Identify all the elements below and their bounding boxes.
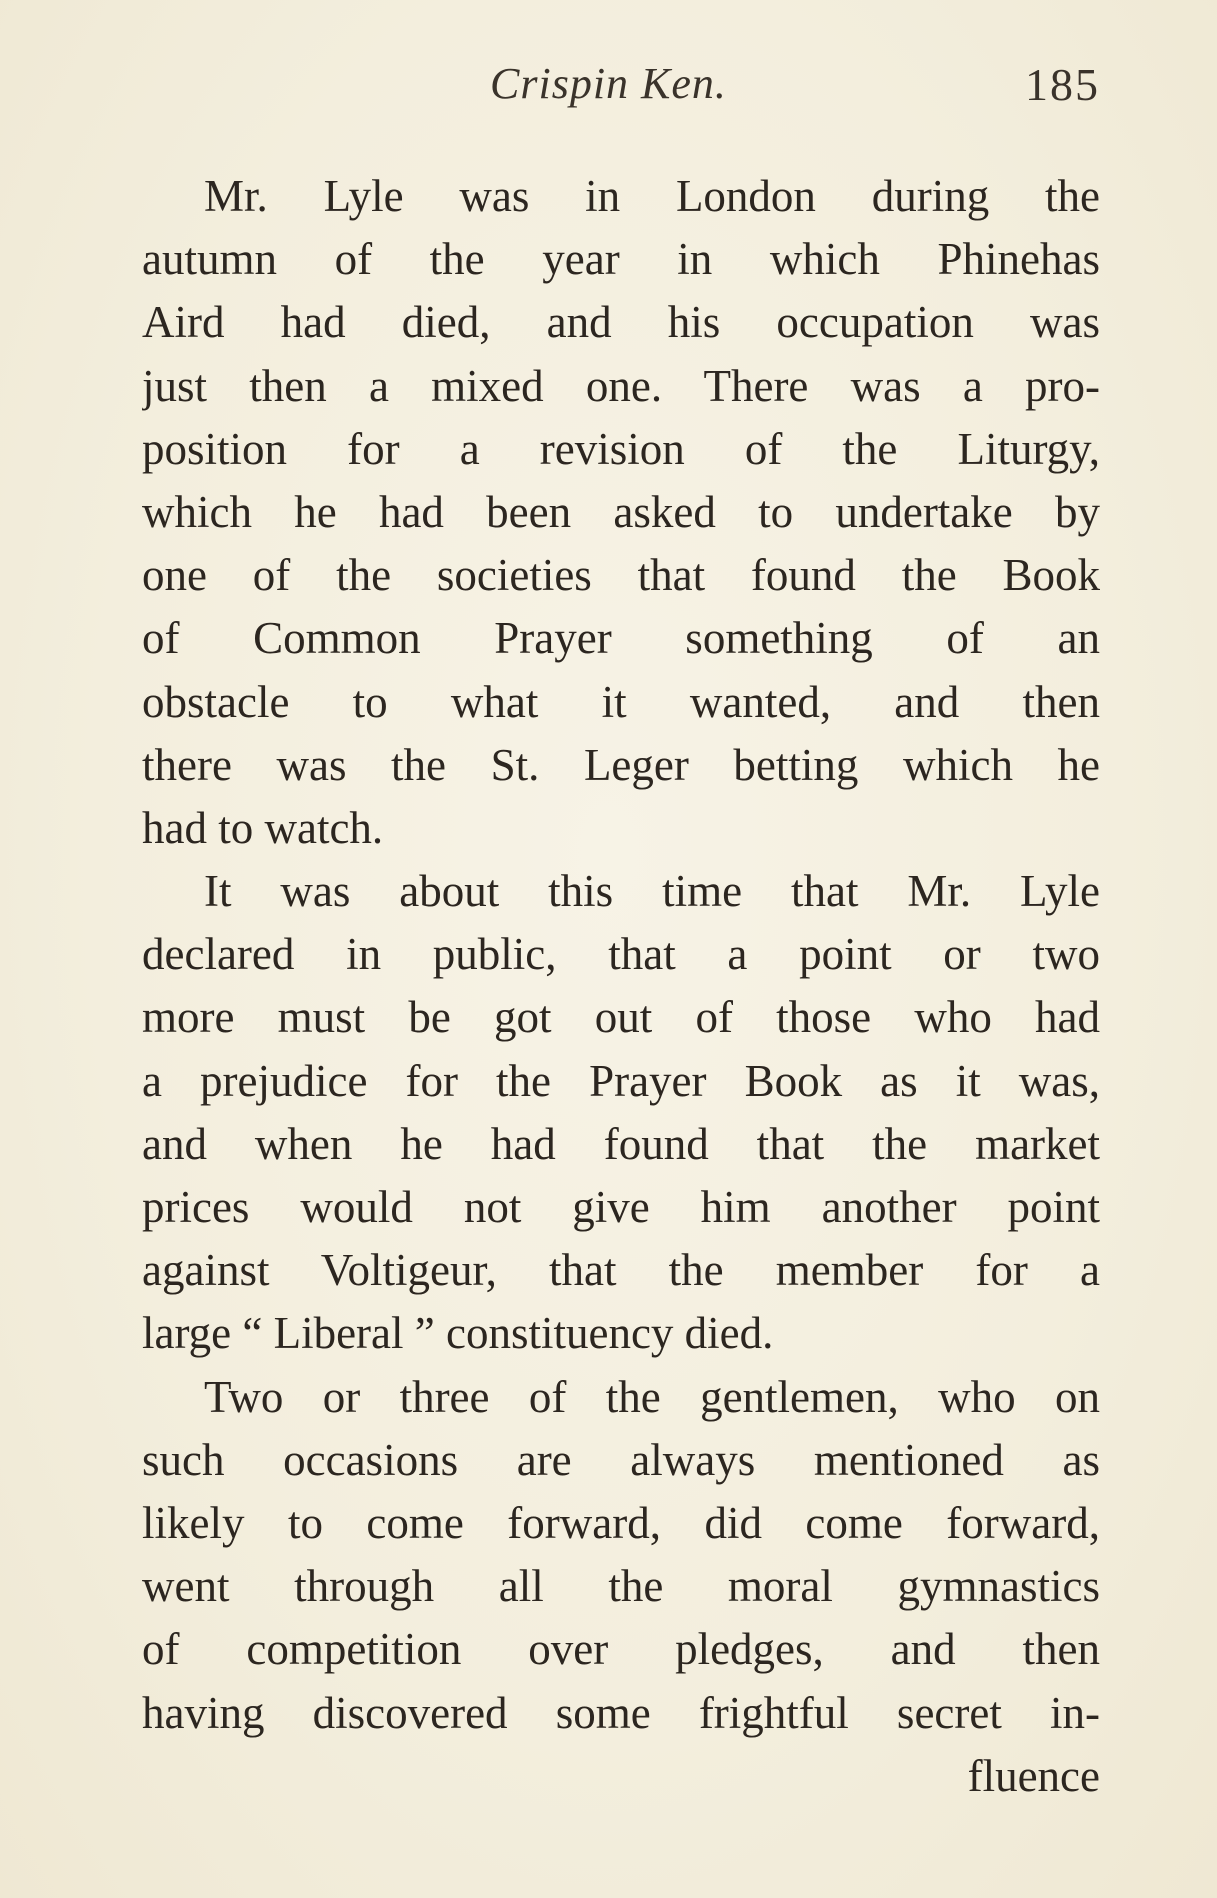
- running-title: Crispin Ken.: [490, 59, 727, 108]
- text-line: there was the St. Leger betting which he: [142, 739, 1100, 790]
- text-line: Aird had died, and his occupation was: [142, 297, 1100, 348]
- text-line: position for a revision of the Liturgy,: [142, 423, 1100, 474]
- text-line: of Common Prayer something of an: [142, 613, 1100, 664]
- text-line: autumn of the year in which Phinehas: [142, 234, 1100, 285]
- text-line: declared in public, that a point or two: [142, 929, 1100, 980]
- text-line: prices would not give him another point: [142, 1182, 1100, 1232]
- text-line: Two or three of the gentlemen, who on: [204, 1371, 1100, 1422]
- text-line: against Voltigeur, that the member for a: [142, 1245, 1100, 1296]
- text-line: It was about this time that Mr. Lyle: [204, 866, 1100, 917]
- text-line: obstacle to what it wanted, and then: [142, 676, 1100, 727]
- text-line: and when he had found that the market: [142, 1118, 1100, 1169]
- text-line: had to watch.: [142, 802, 384, 853]
- text-line: of competition over pledges, and then: [142, 1624, 1100, 1675]
- text-line: just then a mixed one. There was a pro-: [142, 360, 1100, 411]
- text-line: Mr. Lyle was in London during the: [204, 171, 1100, 221]
- text-line: more must be got out of those who had: [142, 992, 1100, 1043]
- text-line: which he had been asked to undertake by: [142, 486, 1100, 537]
- text-line: such occasions are always mentioned as: [142, 1434, 1100, 1485]
- text-line: one of the societies that found the Book: [142, 550, 1100, 601]
- page-header: [140, 58, 1100, 118]
- text-line: having discovered some frightful secret in-: [142, 1687, 1100, 1738]
- text-line: likely to come forward, did come forward,: [142, 1497, 1100, 1548]
- page-number: 185: [1025, 59, 1100, 110]
- body-text: [142, 165, 1100, 1808]
- text-line: went through all the moral gymnastics: [142, 1561, 1100, 1612]
- catchword: fluence: [967, 1750, 1100, 1801]
- text-line: a prejudice for the Prayer Book as it was,: [142, 1055, 1100, 1106]
- text-line: large “ Liberal ” constituency died.: [142, 1308, 774, 1359]
